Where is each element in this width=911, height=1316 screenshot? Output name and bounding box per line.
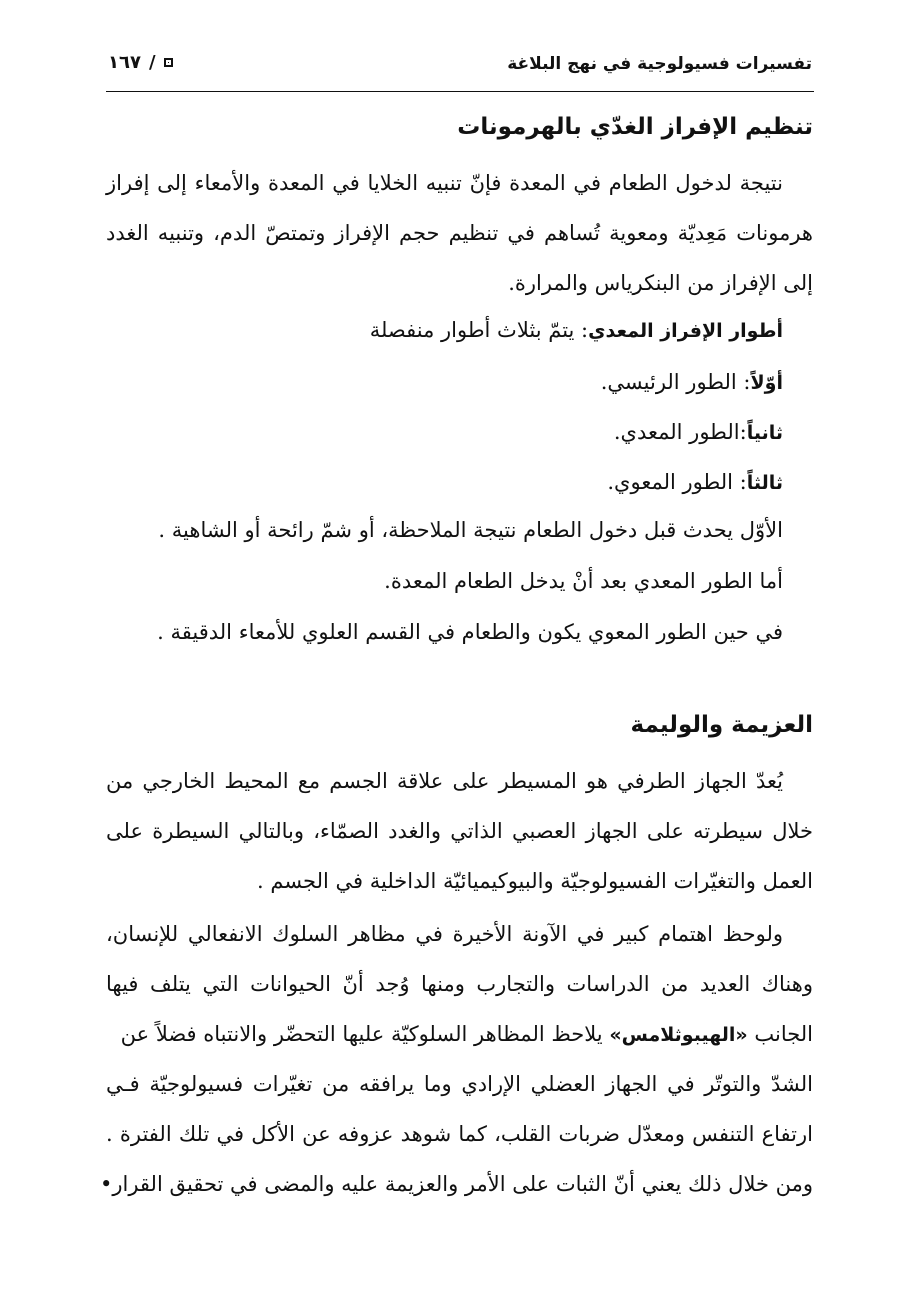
paragraph-line: ولوحظ اهتمام كبير في الآونة الأخيرة في مظاهر السلوك الانفعالي للإنسان، [106, 922, 783, 946]
phase-text: : الطور الرئيسي. [600, 370, 751, 394]
paragraph-line: وهناك العديد من الدراسات والتجارب ومنها وُجد أنّ الحيوانات التي يتلف فيها [106, 972, 813, 996]
paragraph-line: خلال سيطرته على الجهاز العصبي الذاتي والغدد الصمّاء، وبالتالي السيطرة على [106, 819, 813, 843]
paragraph-line: إلى الإفراز من البنكرياس والمرارة. [508, 271, 813, 295]
text-fragment: يلاحظ المظاهر السلوكيّة عليها التحضّر والانتباه فضلاً عن [120, 1022, 610, 1046]
phase-label: أوّلاً [750, 372, 783, 394]
running-title: تفسيرات فسيولوجية في نهج البلاغة [507, 54, 812, 74]
page-number: ١٦٧ [108, 52, 141, 73]
page-number-block [108, 52, 173, 73]
paragraph-line: هرمونات مَعِديّة ومعوية تُساهم في تنظيم حجم الإفراز وتمتصّ الدم، وتنبيه الغدد [106, 221, 813, 245]
page-number-separator: / [148, 52, 156, 73]
section-heading-hormones: تنظيم الإفراز الغدّي بالهرمونات [457, 114, 813, 140]
phase-item-second [106, 412, 813, 452]
paragraph-line-with-term [106, 1014, 813, 1054]
phase-text: : الطور المعوي. [607, 470, 747, 494]
term-hypothalamus: «الهيبوثلامس» [609, 1024, 748, 1046]
paragraph-line: ارتفاع التنفس ومعدّل ضربات القلب، كما شوهد عزوفه عن الأكل في تلك الفترة . [106, 1122, 813, 1146]
phases-text: : يتمّ بثلاث أطوار منفصلة [369, 318, 589, 342]
paragraph-line: في حين الطور المعوي يكون والطعام في القسم العلوي للأمعاء الدقيقة . [157, 620, 783, 644]
section-heading-resolve: العزيمة والوليمة [630, 712, 813, 738]
running-header [108, 50, 812, 84]
phase-item-third [106, 462, 813, 502]
header-rule [106, 91, 814, 92]
phase-label: ثالثاً [746, 472, 783, 494]
text-fragment: الجانب [747, 1022, 813, 1046]
phases-intro-line [106, 310, 813, 350]
square-ornament-icon [164, 58, 173, 67]
phase-text: :الطور المعدي. [613, 420, 747, 444]
paragraph-line: نتيجة لدخول الطعام في المعدة فإنّ تنبيه الخلايا في المعدة والأمعاء إلى إفراز [106, 171, 783, 195]
paragraph-line: يُعدّ الجهاز الطرفي هو المسيطر على علاقة الجسم مع المحيط الخارجي من [106, 769, 783, 793]
paragraph-line: العمل والتغيّرات الفسيولوجيّة والبيوكيميائيّة الداخلية في الجسم . [257, 869, 813, 893]
paragraph-line: الشدّ والتوتّر في الجهاز العضلي الإرادي وما يرافقه من تغيّرات فسيولوجيّة فـي [106, 1072, 813, 1096]
phases-lead: أطوار الإفراز المعدي [588, 320, 783, 342]
paragraph-line: أما الطور المعدي بعد أنْ يدخل الطعام المعدة. [384, 569, 783, 593]
phase-label: ثانياً [746, 422, 783, 444]
phase-item-first [106, 362, 813, 402]
paragraph-line: ومن خلال ذلك يعني أنّ الثبات على الأمر والعزيمة عليه والمضى في تحقيق القرار• [99, 1172, 813, 1196]
paragraph-line: الأوّل يحدث قبل دخول الطعام نتيجة الملاحظة، أو شمّ رائحة أو الشاهية . [158, 518, 783, 542]
